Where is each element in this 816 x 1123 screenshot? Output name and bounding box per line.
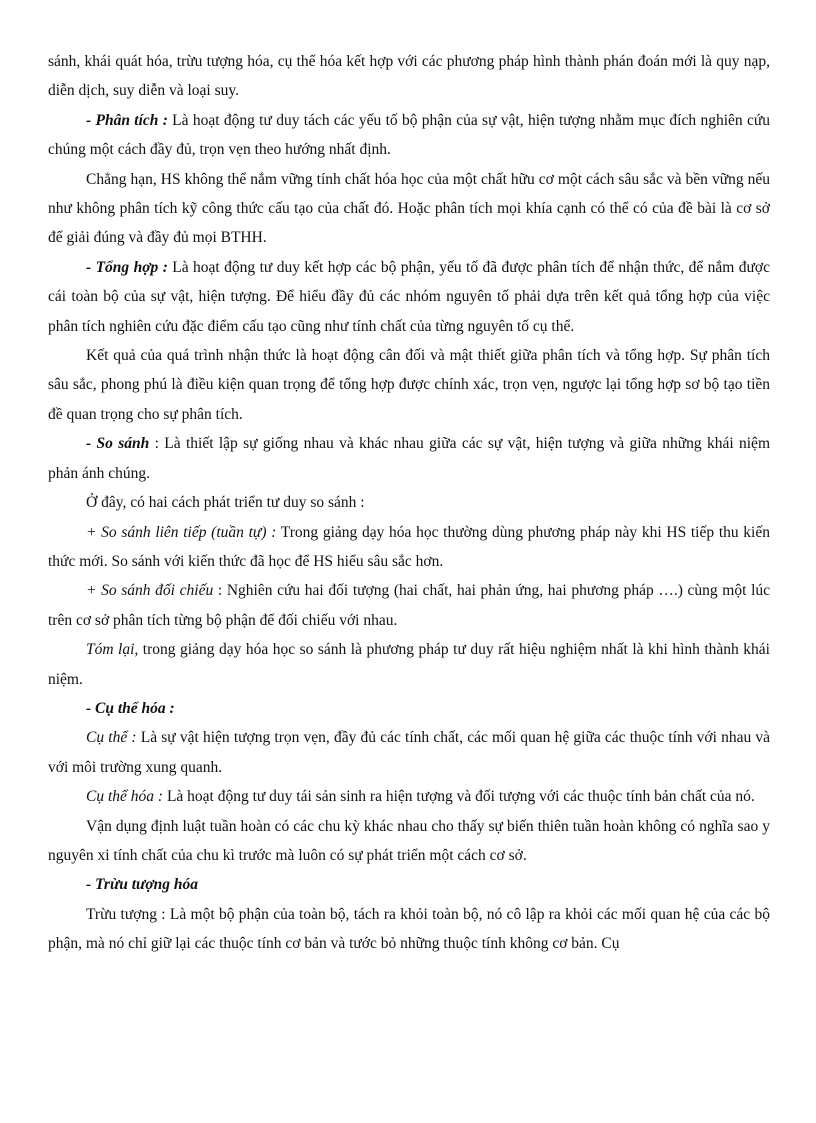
paragraph-text: Là hoạt động tư duy kết hợp các bộ phận, yếu tố đã được phân tích để nhận thức, để nắm được cái toàn bộ của sự vật, hiện tượng. Để hiểu đầy đủ các nhóm nguyên tố phải dựa trên kết quả tổng hợp của việc phân tích nghiên cứu đặc điểm cấu tạo cũng như tính chất của từng nguyên tố cụ thể.: [48, 258, 770, 335]
paragraph-text: Là sự vật hiện tượng trọn vẹn, đầy đủ các tính chất, các mối quan hệ giữa các thuộc tính với nhau và với môi trường xung quanh.: [48, 729, 770, 776]
paragraph-phan-tich: [48, 106, 770, 165]
term-cu-the-hoa: - Cụ thể hóa :: [86, 699, 175, 717]
term-truu-tuong-hoa: - Trừu tượng hóa: [86, 876, 199, 894]
paragraph-text: Chẳng hạn, HS không thể nắm vững tính chất hóa học của một chất hữu cơ một cách sâu sắc và bền vững nếu như không phân tích kỹ công thức cấu tạo của chất đó. Hoặc phân tích mọi khía cạnh có thể có của đề bài là cơ sở để giải đúng và đầy đủ mọi BTHH.: [48, 170, 770, 247]
paragraph-tom-lai: [48, 635, 770, 694]
term-cu-the-hoa-definition: Cụ thể hóa :: [86, 788, 164, 806]
paragraph-text: , trong giảng dạy hóa học so sánh là phương pháp tư duy rất hiệu nghiệm nhất là khi hình thành khái niệm.: [48, 641, 770, 688]
term-so-sanh-doi-chieu: + So sánh đối chiếu: [86, 582, 214, 600]
paragraph-so-sanh: [48, 429, 770, 488]
term-so-sanh: - So sánh: [86, 435, 150, 453]
paragraph-ket-qua: [48, 341, 770, 429]
paragraph-text: sánh, khái quát hóa, trừu tượng hóa, cụ thể hóa kết hợp với các phương pháp hình thành phán đoán mới là quy nạp, diễn dịch, suy diễn và loại suy.: [48, 53, 770, 100]
paragraph-text: : Nghiên cứu hai đối tượng (hai chất, hai phản ứng, hai phương pháp ….) cùng một lúc trên cơ sở phân tích từng bộ phận để đối chiếu với nhau.: [48, 582, 770, 629]
paragraph-cu-the: [48, 723, 770, 782]
heading-cu-the-hoa: [48, 694, 770, 723]
document-page: [48, 47, 770, 959]
paragraph-intro-continuation: [48, 47, 770, 106]
term-cu-the: Cụ thể :: [86, 729, 137, 747]
paragraph-text: Là hoạt động tư duy tái sản sinh ra hiện tượng và đối tượng với các thuộc tính bản chất của nó.: [163, 788, 755, 806]
paragraph-text: : Là thiết lập sự giống nhau và khác nhau giữa các sự vật, hiện tượng và giữa những khái niệm phản ánh chúng.: [48, 435, 770, 482]
paragraph-text: Vận dụng định luật tuần hoàn có các chu kỳ khác nhau cho thấy sự biến thiên tuần hoàn không có nghĩa sao y nguyên xi tính chất của chu kì trước mà luôn có sự phát triển một cách cơ sở.: [48, 817, 770, 864]
term-so-sanh-lien-tiep: + So sánh liên tiếp (tuần tự) :: [86, 523, 277, 541]
paragraph-cu-the-hoa-definition: [48, 782, 770, 811]
paragraph-van-dung: [48, 812, 770, 871]
term-tom-lai: Tóm lại: [86, 641, 135, 659]
paragraph-so-sanh-doi-chieu: [48, 576, 770, 635]
paragraph-text: Trừu tượng : Là một bộ phận của toàn bộ, tách ra khỏi toàn bộ, nó cô lập ra khỏi các mối quan hệ của các bộ phận, mà nó chỉ giữ lại các thuộc tính cơ bản và tước bỏ những thuộc tính không cơ bản. Cụ: [48, 905, 770, 953]
paragraph-text: Trong giảng dạy hóa học thường dùng phương pháp này khi HS tiếp thu kiến thức mới. So sánh với kiến thức đã học để HS hiểu sâu sắc hơn.: [48, 523, 770, 570]
paragraph-example-analysis: [48, 165, 770, 253]
paragraph-text: Là hoạt động tư duy tách các yếu tố bộ phận của sự vật, hiện tượng nhằm mục đích nghiên cứu chúng một cách đầy đủ, trọn vẹn theo hướng nhất định.: [48, 111, 770, 159]
paragraph-tong-hop: [48, 253, 770, 341]
paragraph-so-sanh-lien-tiep: [48, 518, 770, 577]
paragraph-text: Kết quả của quá trình nhận thức là hoạt động cân đối và mật thiết giữa phân tích và tổng hợp. Sự phân tích sâu sắc, phong phú là điều kiện quan trọng để tổng hợp được chính xác, trọn vẹn, ngược lại tổng hợp sơ bộ tạo tiền đề quan trọng cho sự phân tích.: [48, 347, 770, 423]
paragraph-text: Ở đây, có hai cách phát triển tư duy so sánh :: [86, 494, 365, 512]
term-tong-hop: - Tổng hợp :: [86, 258, 168, 276]
heading-truu-tuong-hoa: [48, 870, 770, 899]
paragraph-truu-tuong: [48, 900, 770, 959]
term-phan-tich: - Phân tích :: [86, 111, 168, 129]
paragraph-hai-cach: [48, 488, 770, 517]
